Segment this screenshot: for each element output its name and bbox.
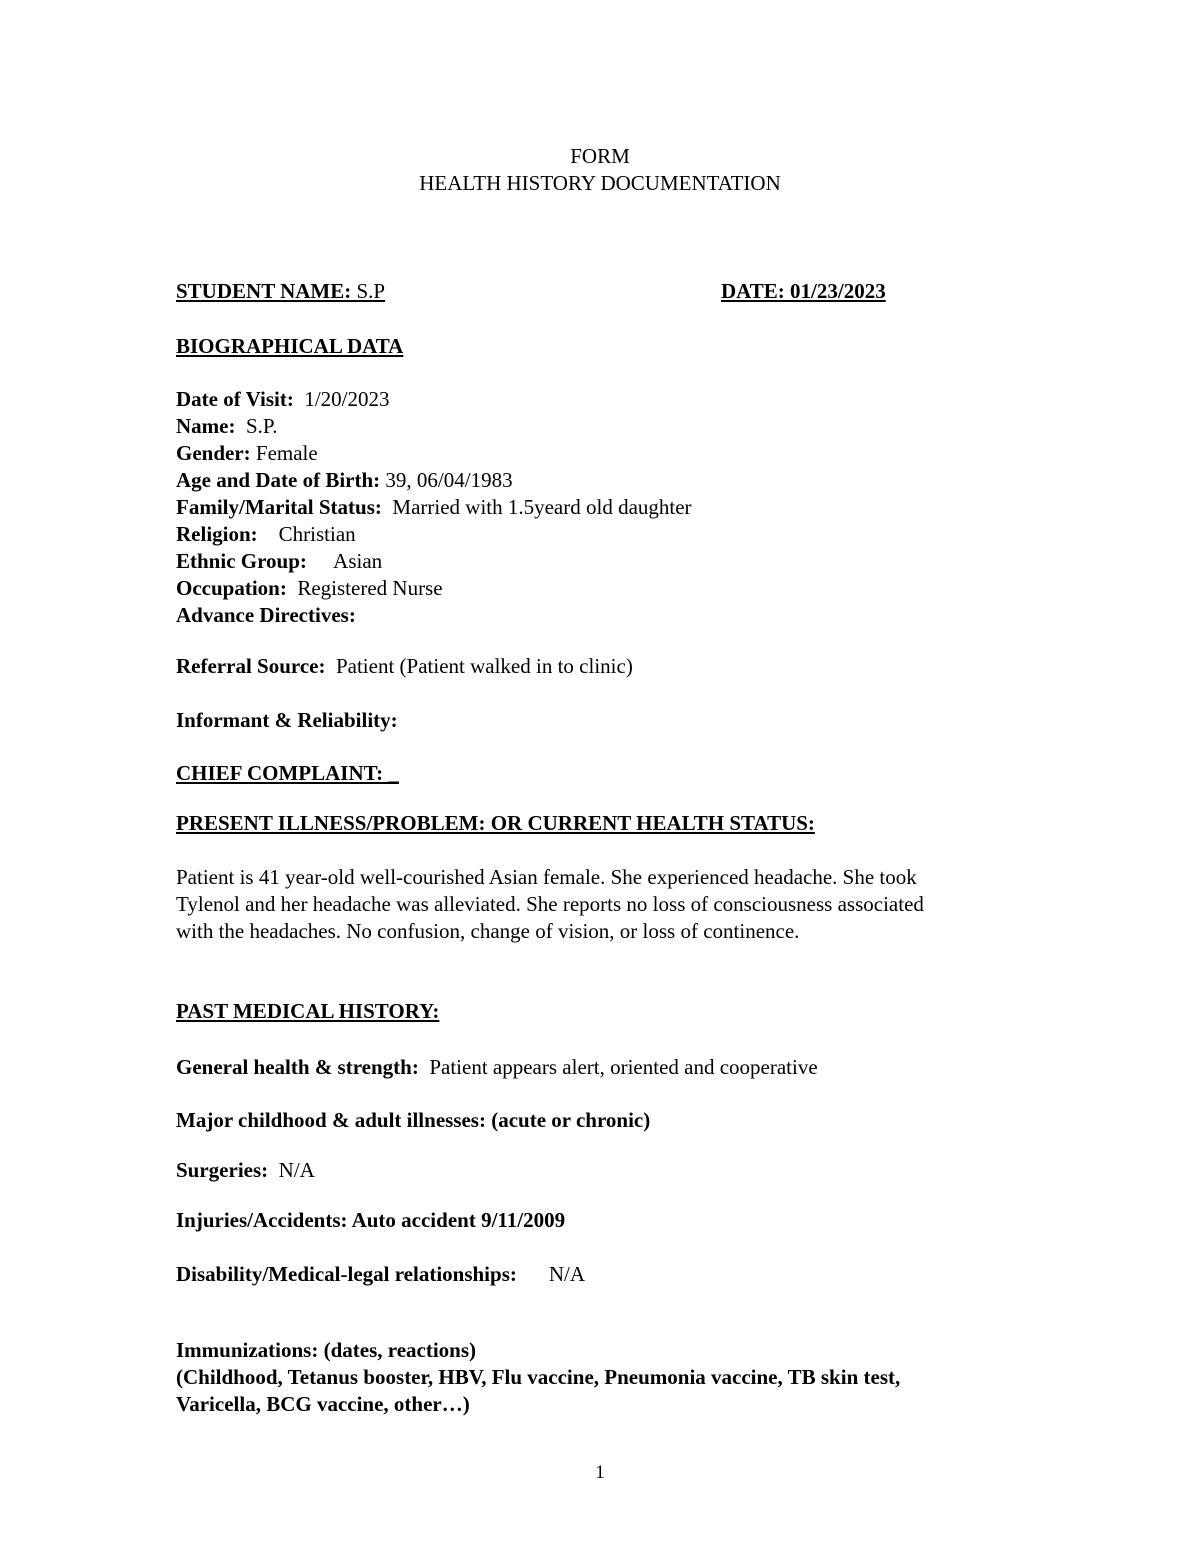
student-name (176, 278, 385, 305)
field-value: Asian (333, 549, 383, 573)
field-label: Disability/Medical-legal relationships: (176, 1262, 517, 1286)
paragraph-line: Patient is 41 year-old well-courished Asian female. She experienced headache. She took (176, 865, 917, 889)
field-injuries: Injuries/Accidents: Auto accident 9/11/2009 (176, 1208, 566, 1232)
immunizations-list: (Childhood, Tetanus booster, HBV, Flu vaccine, Pneumonia vaccine, TB skin test, (176, 1365, 901, 1389)
field-label: Family/Marital Status: (176, 495, 382, 519)
field-value: Patient appears alert, oriented and cooperative (429, 1055, 818, 1079)
field-date-of-visit (176, 386, 389, 413)
field-surgeries (176, 1157, 315, 1184)
paragraph-line: with the headaches. No confusion, change of vision, or loss of continence. (176, 919, 800, 943)
page-number: 1 (595, 1462, 605, 1483)
student-name-label: STUDENT NAME: (176, 279, 357, 303)
field-label: Name: (176, 414, 236, 438)
field-label: Surgeries: (176, 1158, 269, 1182)
field-referral-source (176, 653, 633, 680)
field-value: Registered Nurse (297, 576, 443, 600)
field-label: Referral Source: (176, 654, 326, 678)
field-informant: Informant & Reliability: (176, 708, 398, 732)
form-title: FORM (570, 144, 630, 168)
present-illness-paragraph (176, 864, 1036, 945)
field-general-health (176, 1054, 818, 1081)
field-marital-status (176, 494, 692, 521)
field-occupation (176, 575, 443, 602)
chief-complaint-heading: CHIEF COMPLAINT: _ (176, 761, 399, 785)
student-name-value: S.P (356, 279, 386, 303)
present-illness-heading: PRESENT ILLNESS/PROBLEM: OR CURRENT HEALTH STATUS: (176, 811, 815, 835)
field-religion (176, 521, 356, 548)
document-title: HEALTH HISTORY DOCUMENTATION (419, 171, 781, 195)
field-label: General health & strength: (176, 1055, 419, 1079)
field-major-illnesses: Major childhood & adult illnesses: (acute or chronic) (176, 1108, 651, 1132)
field-age-dob (176, 467, 513, 494)
field-value: 39, 06/04/1983 (385, 468, 513, 492)
field-value: S.P. (245, 414, 278, 438)
field-label: Ethnic Group: (176, 549, 307, 573)
field-disability (176, 1261, 585, 1288)
field-label: Age and Date of Birth: (176, 468, 381, 492)
biographical-heading: BIOGRAPHICAL DATA (176, 334, 404, 358)
field-ethnic-group (176, 548, 382, 575)
field-value: N/A (278, 1158, 315, 1182)
field-advance-directives (176, 602, 361, 629)
field-label: Gender: (176, 441, 251, 465)
field-label: Occupation: (176, 576, 287, 600)
immunizations-heading: Immunizations: (dates, reactions) (176, 1338, 477, 1362)
field-value: 1/20/2023 (304, 387, 390, 411)
past-medical-heading: PAST MEDICAL HISTORY: (176, 999, 440, 1023)
field-label: Religion: (176, 522, 258, 546)
field-label: Advance Directives: (176, 603, 356, 627)
immunizations-list-cont: Varicella, BCG vaccine, other…) (176, 1392, 470, 1416)
report-date: DATE: 01/23/2023 (721, 279, 886, 303)
field-value: N/A (548, 1262, 586, 1286)
field-name (176, 413, 278, 440)
field-value: Married with 1.5yeard old daughter (392, 495, 692, 519)
field-value: Patient (Patient walked in to clinic) (335, 654, 633, 678)
field-value: Female (255, 441, 318, 465)
field-label: Date of Visit: (176, 387, 294, 411)
paragraph-line: Tylenol and her headache was alleviated. She reports no loss of consciousness associated (176, 892, 924, 916)
field-gender (176, 440, 318, 467)
field-value: Christian (278, 522, 356, 546)
